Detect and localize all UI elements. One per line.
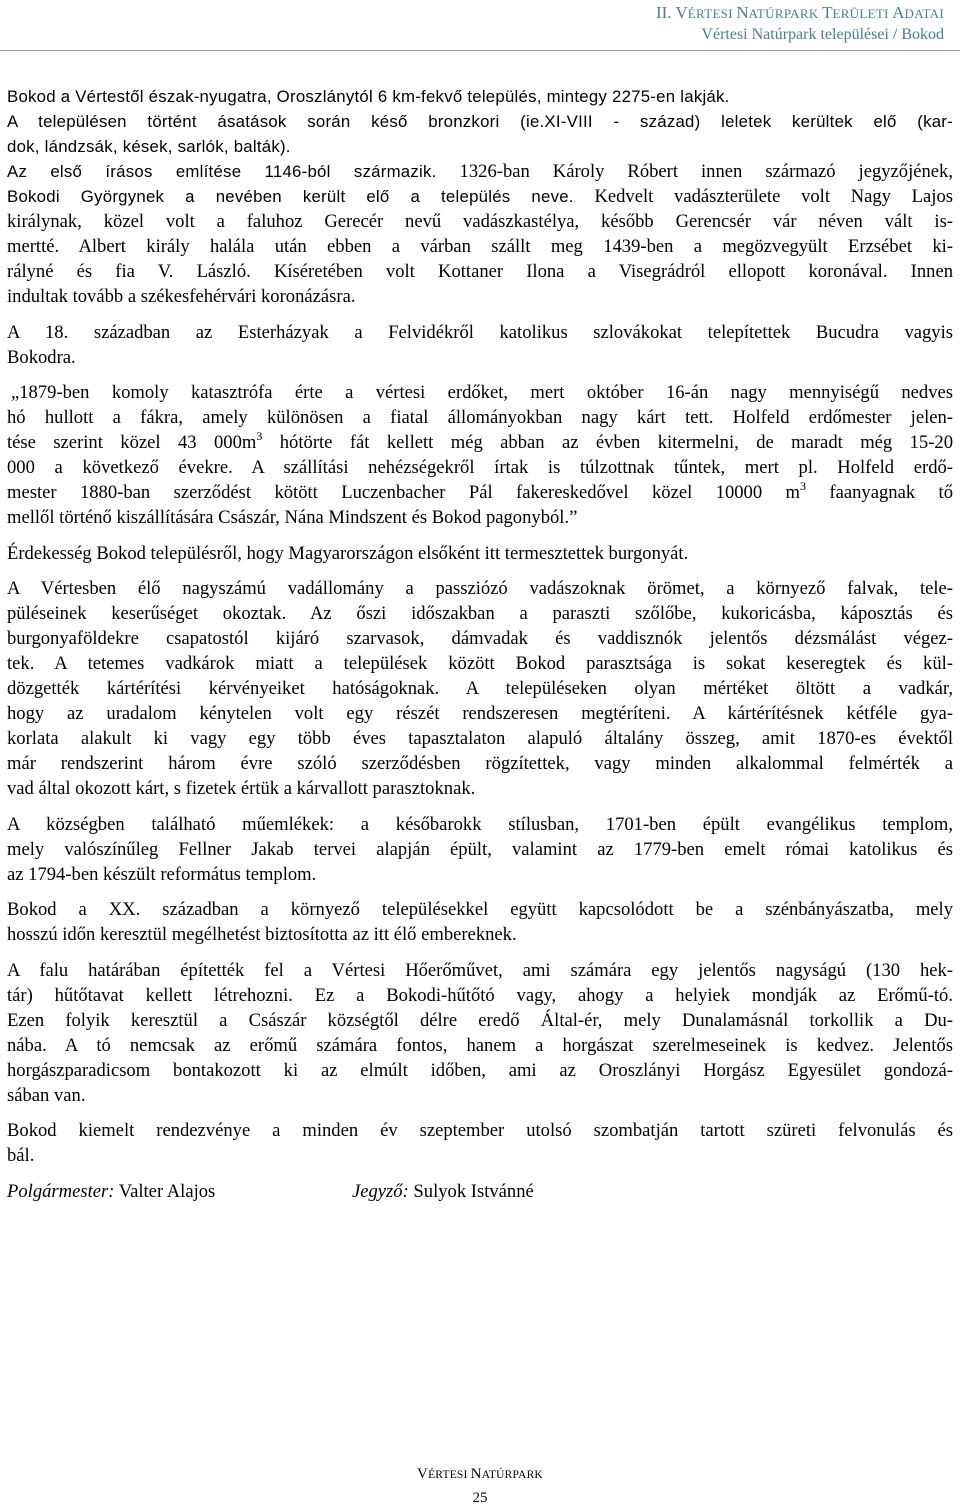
officials-line bbox=[7, 1179, 953, 1204]
footer-title: VÉRTESI NATÚRPARK bbox=[417, 1466, 543, 1482]
notary: Jegyző: Sulyok Istvánné bbox=[352, 1180, 534, 1202]
paragraph-game-damage: A Vértesben élő nagyszámú vadállomány a passziózó vadászoknak örömet, a környező falvak, tele- püléseinek keserűséget okoztak. Az őszi időszakban a paraszti szőlőbe, kukoricásba, káposztás és burgonyaföldekre csapatostól kijáró szarvasok, dámvadak és vaddisznók jelentős dézsmálást végez- tek. A tetemes vadkárok miatt a települések között Bokod parasztsága is sokat keseregtek és kül- dözgették kártérítési kérvényeiket hatóságoknak. A településeken olyan mértéket öltött a vadkár, hogy az uradalom kénytelen volt egy részét rendszeresen megtéríteni. A kártérítésnek kétféle gya- korlata alakult ki vagy egy több éves tapasztalaton alapuló általány összeg, amit 1870-es évektől már rendszerint három évre szóló szerződésben rögzítettek, vagy minden alkalommal felmérték a vad által okozott kárt, s fizetek értük a kárvallott parasztoknak. bbox=[7, 578, 953, 799]
paragraph-potato: Érdekesség Bokod településről, hogy Magyarországon elsőként itt termesztettek burgonyát. bbox=[7, 542, 689, 564]
document-body bbox=[7, 84, 953, 1204]
running-header bbox=[656, 2, 944, 45]
paragraph-monuments: A községben található műemlékek: a későbarokk stílusban, 1701-ben épült evangélikus templom, mely valószínűleg Fellner Jakab tervei alapján épült, valamint az 1779-ben emelt római katolikus és az 1794-ben készült református templom. bbox=[7, 813, 953, 885]
section-subtitle: Vértesi Natúrpark települései / Bokod bbox=[701, 26, 944, 43]
paragraph-harvest-festival: Bokod kiemelt rendezvénye a minden év szeptember utolsó szombatján tartott szüreti felvonulás és bál. bbox=[7, 1120, 953, 1166]
header-divider bbox=[0, 50, 960, 51]
paragraph-1879-quote: „1879-ben komoly katasztrófa érte a vértesi erdőket, mert október 16-án nagy mennyiségű nedves hó hullott a fákra, amely különösen a fiatal állományokban nagy kárt tett. Holfeld erdőmester jelen- tése szerint közel 43 $000m^3$ hótörte fát kellett még abban az évben kitermelni, de maradt még 15-20 000 a következő évekre. A szállítási nehézségekről írtak is túlzottnak tűntek, mert pl. Holfeld erdő- mester 1880-ban szerződést kötött Luczenbacher Pál fakereskedővel közel 10000 $m^3$ faanyagnak tő mellől történő kiszállítására Császár, Nána Mindszent és Bokod pagonyból.” bbox=[7, 382, 953, 528]
paragraph-history: Az első írásos említése 1146-ból származik. 1326-ban Károly Róbert innen származó jegyzőjének, Bokodi Györgynek a nevében került elő a település neve. Kedvelt vadászterülete volt Nagy Lajos királynak, közel volt a faluhoz Gerecér nevű vadászkastélya, később Gerencsér vár néven vált is- mertté. Albert király halála után ebben a várban szállt meg 1439-ben a megözvegyült Erzsébet ki- rályné és fia V. László. Kíséretében volt Kottaner Ilona a Visegrádról ellopott koronával. Innen indultak tovább a székesfehérvári koronázásra. bbox=[7, 161, 953, 307]
paragraph-power-plant: A falu határában építették fel a Vértesi Hőerőművet, ami számára egy jelentős nagyságú (130 hek- tár) hűtőtavat kellett létrehozni. Ez a Bokodi-hűtőtó vagy, ahogy a helyiek mondják az Erőmű-tó. Ezen folyik keresztül a Császár községtől délre eredő Által-ér, mely Dunalamásnál torkollik a Du- nába. A tó nemcsak az erőmű számára fontos, hanem a horgászat szerelmeseinek is kedvez. Jelentős horgászparadicsom bontakozott ki az elmúlt időben, ami az Oroszlányi Horgász Egyesület gondozá- sában van. bbox=[7, 959, 953, 1106]
page-number: 25 bbox=[472, 1490, 488, 1506]
paragraph-intro: Bokod a Vértestől észak-nyugatra, Oroszlánytól 6 km-fekvő település, mintegy 2275-en lakják. bbox=[7, 87, 730, 106]
chapter-title: II. VÉRTESI NATÚRPARK TERÜLETI ADATAI bbox=[655, 3, 944, 22]
mayor: Polgármester: Valter Alajos bbox=[7, 1180, 216, 1202]
paragraph-mining: Bokod a XX. században a környező településekkel együtt kapcsolódott be a szénbányászatba, mely hosszú időn keresztül megélhetést biztosította az itt élő embereknek. bbox=[7, 899, 953, 945]
paragraph-18th-century: A 18. században az Esterházyak a Felvidékről katolikus szlovákokat telepítettek Bucudra vagyis Bokodra. bbox=[7, 321, 953, 368]
paragraph-excavations: A településen történt ásatások során késő bronzkori (ie.XI-VIII - század) leletek kerültek elő (kar- dok, lándzsák, kések, sarlók, balták). bbox=[7, 112, 953, 156]
